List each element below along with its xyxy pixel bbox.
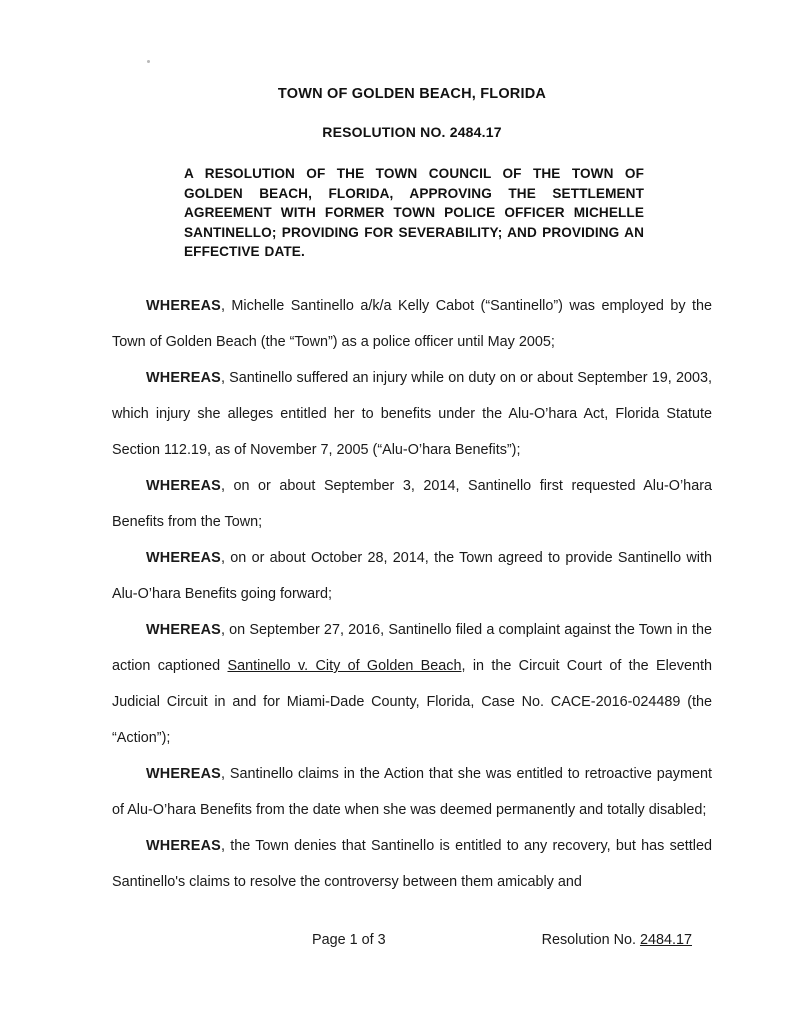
whereas-text: , on September 27, 2016, Santinello filed a complaint against the Town in the action captioned <box>112 621 712 674</box>
resolution-caption: A RESOLUTION OF THE TOWN COUNCIL OF THE TOWN OF GOLDEN BEACH, FLORIDA, APPROVING THE SETTLEMENT AGREEMENT WITH FORMER TOWN POLICE OFFICER MICHELLE SANTINELLO; PROVIDING FOR SEVERABILITY; AND PROVIDING AN EFFECTIVE DATE. <box>184 166 644 260</box>
whereas-lead: WHEREAS <box>146 369 221 386</box>
page-number-label: Page 1 of 3 <box>312 932 386 948</box>
page-footer <box>112 932 712 948</box>
whereas-lead: WHEREAS <box>146 765 221 782</box>
whereas-paragraph-3 <box>112 468 712 540</box>
footer-resolution-label <box>542 932 712 948</box>
page-title: TOWN OF GOLDEN BEACH, FLORIDA <box>277 86 547 102</box>
whereas-text: , on or about October 28, 2014, the Town agreed to provide Santinello with Alu-O’hara Benefits going forward; <box>112 549 712 602</box>
whereas-paragraph-5 <box>112 612 712 756</box>
resolution-heading: RESOLUTION NO. 2484.17 <box>322 124 502 140</box>
footer-resolution-prefix: Resolution No. <box>541 932 640 948</box>
whereas-text: , Michelle Santinello a/k/a Kelly Cabot (“Santinello”) was employed by the Town of Golden Beach (the “Town”) as a police officer until May 2005; <box>112 297 712 350</box>
whereas-lead: WHEREAS <box>146 621 221 638</box>
whereas-lead: WHEREAS <box>146 477 221 494</box>
whereas-paragraph-6 <box>112 756 712 828</box>
whereas-paragraph-4 <box>112 540 712 612</box>
whereas-paragraph-2 <box>112 360 712 468</box>
whereas-lead: WHEREAS <box>146 837 221 854</box>
case-caption-citation: Santinello v. City of Golden Beach <box>227 657 462 674</box>
whereas-text: , on or about September 3, 2014, Santinello first requested Alu-O’hara Benefits from the Town; <box>112 477 712 530</box>
footer-resolution-number: 2484.17 <box>639 932 692 948</box>
document-body <box>112 86 712 900</box>
whereas-text: , the Town denies that Santinello is entitled to any recovery, but has settled Santinello's claims to resolve the controversy between them amicably and <box>112 837 712 890</box>
whereas-lead: WHEREAS <box>146 297 221 314</box>
scan-artifact-speck <box>147 60 150 63</box>
whereas-text: , Santinello claims in the Action that she was entitled to retroactive payment of Alu-O’hara Benefits from the date when she was deemed permanently and totally disabled; <box>112 765 712 818</box>
whereas-paragraph-7 <box>112 828 712 900</box>
whereas-lead: WHEREAS <box>146 549 221 566</box>
whereas-text: , Santinello suffered an injury while on duty on or about September 19, 2003, which injury she alleges entitled her to benefits under the Alu-O’hara Act, Florida Statute Section 112.19, as of November 7, 2005 (“Alu-O’hara Benefits”); <box>112 369 712 458</box>
whereas-paragraph-1 <box>112 288 712 360</box>
whereas-text-continued: , in the Circuit Court of the Eleventh Judicial Circuit in and for Miami-Dade County, Florida, Case No. CACE-2016-024489 (the “Action”); <box>112 657 712 746</box>
